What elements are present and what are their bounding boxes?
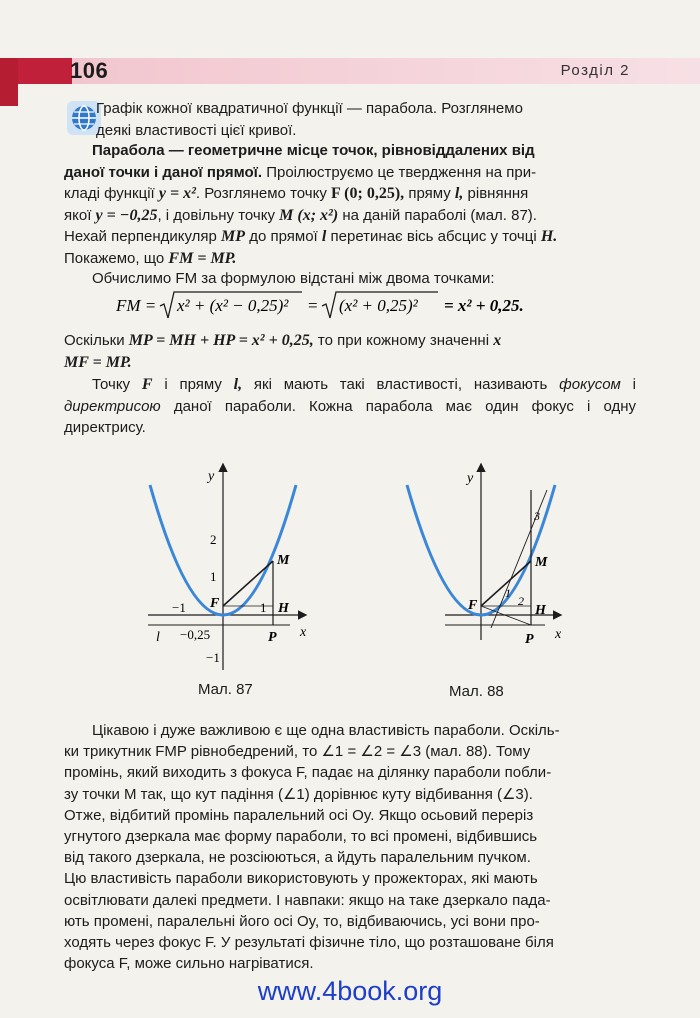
tick-minus-1-x: −1: [172, 600, 186, 615]
formula: y = x²: [158, 185, 196, 202]
angle-2-label: 2: [518, 594, 524, 608]
text: Точку: [92, 376, 142, 393]
intro-line-1: Графік кожної квадратичної функції — парабола. Розглянемо: [96, 100, 523, 117]
point-F-label: F: [468, 598, 478, 613]
text: Оскільки: [64, 332, 129, 349]
text: і: [620, 376, 636, 393]
formula: l: [321, 228, 327, 245]
text: якої: [64, 206, 96, 224]
definition-text: Проілюструємо це твердження на при-: [262, 163, 537, 181]
formula: F: [141, 376, 153, 393]
text: кладі функції: [64, 185, 159, 202]
definition-line-3: [64, 183, 636, 205]
chapter-title: Розділ 2: [560, 62, 630, 79]
text: даної параболи. Кожна парабола має один фокус і одну: [160, 397, 636, 415]
definition-line-4: [64, 205, 636, 227]
formula-equals: =: [308, 296, 318, 315]
tick-minus-025: −0,25: [180, 627, 211, 642]
property-line: фокуса F, може сильно нагріватися.: [64, 955, 314, 973]
intro-paragraph: [96, 98, 636, 141]
directrix-term: директрисою: [64, 397, 161, 415]
property-line: ходять через фокус F. У результаті фізичне тіло, що розташоване біля: [64, 934, 554, 952]
since-line-1: [64, 330, 636, 352]
text: . Розглянемо точку: [195, 185, 331, 202]
focus-term: фокусом: [559, 376, 621, 393]
point-M-label: M: [535, 555, 548, 570]
formula: MP = MH + HP = x² + 0,25,: [128, 332, 314, 349]
text: пряму: [404, 185, 455, 202]
definition-bold-line: Парабола — геометричне місце точок, рівновіддалених від: [92, 142, 535, 159]
y-label: y: [208, 469, 215, 484]
intro-line-2: деякі властивості цієї кривої.: [96, 121, 297, 139]
definition-line-5: [64, 226, 636, 248]
formula: x: [493, 332, 502, 349]
text: рівняння: [463, 185, 529, 202]
text: Покажемо, що: [64, 249, 169, 267]
formula-lhs: FM =: [116, 296, 157, 315]
property-line: ють промені, паралельні його осі Oy, то, відбиваючись, усі вони про-: [64, 912, 540, 930]
property-line: Отже, відбитий промінь паралельний осі Oy. Якщо осьовий переріз: [64, 806, 534, 824]
definition-line-6: [64, 248, 636, 270]
point-P-label: P: [268, 630, 277, 645]
header-accent-line: [0, 58, 18, 106]
tick-2: 2: [210, 532, 217, 547]
distance-formula: [110, 288, 610, 326]
text: то при кожному значенні: [313, 332, 494, 349]
figure-88: [395, 460, 575, 680]
since-line-2: MF = MP.: [64, 353, 132, 371]
tick-1-x: 1: [260, 600, 267, 615]
tick-1: 1: [210, 569, 217, 584]
property-line: освітлювати далекі предмети. І навпаки: якщо на таке дзеркало пада-: [64, 891, 551, 909]
formula: MP: [221, 228, 246, 245]
figure-87: [140, 460, 320, 680]
definition-bold-end: даної точки і даної прямої.: [64, 163, 263, 181]
angle-3-label: 3: [534, 509, 540, 523]
text: на даній параболі (мал. 87).: [338, 206, 537, 224]
watermark-link[interactable]: www.4book.org: [257, 976, 443, 1006]
text: , і довільну точку: [157, 206, 280, 224]
formula: y = −0,25: [95, 206, 158, 224]
formula-radicand-2: (x² + 0,25)²: [339, 296, 418, 315]
text: директрису.: [64, 419, 146, 436]
point-H-label: H: [278, 601, 289, 616]
formula: H.: [540, 228, 558, 245]
point-P-label: P: [525, 632, 534, 647]
property-line: від такого дзеркала, не розсіюються, а йдуть паралельним пучком.: [64, 849, 531, 867]
property-line: Цікавою і дуже важливою є ще одна властивість параболи. Оскіль-: [92, 722, 560, 739]
focus-paragraph: [64, 374, 636, 439]
property-line: Цю властивість параболи використовують у прожекторах, які мають: [64, 870, 538, 888]
property-line: зу точки M так, що кут падіння (∠1) дорівнює куту відбивання (∠3).: [64, 785, 533, 803]
y-label: y: [467, 471, 474, 486]
formula: F (0; 0,25),: [331, 185, 405, 202]
formula: FM = MP.: [168, 249, 237, 267]
text: які мають такі властивості, називають: [242, 376, 560, 393]
formula-radicand-1: x² + (x² − 0,25)²: [177, 296, 289, 315]
point-F-label: F: [210, 596, 220, 611]
formula: l,: [233, 376, 243, 393]
angle-1-label: 1: [505, 586, 511, 600]
definition-paragraph: [64, 140, 636, 269]
text: Нехай перпендикуляр: [64, 228, 222, 245]
property-line: промінь, який виходить з фокуса F, падає на ділянку параболи побли-: [64, 764, 552, 782]
definition-line-2: [64, 162, 636, 184]
property-line: ки трикутник FMP рівнобедрений, то ∠1 = ∠2 = ∠3 (мал. 88). Тому: [64, 743, 531, 761]
property-line: угнутого дзеркала має форму параболи, то всі промені, відбившись: [64, 828, 538, 846]
page-number: 106: [70, 58, 109, 83]
since-paragraph: [64, 330, 636, 373]
figure-88-caption: Мал. 88: [449, 683, 504, 700]
x-label: x: [555, 627, 562, 642]
text: перетинає вісь абсцис у точці: [326, 228, 541, 245]
figure-87-caption: Мал. 87: [198, 681, 253, 698]
directrix-label: l: [156, 630, 160, 645]
formula: l,: [454, 185, 464, 202]
tick-minus-1-y: −1: [206, 650, 220, 665]
formula-result: = x² + 0,25.: [444, 296, 524, 315]
x-label: x: [300, 625, 307, 640]
point-H-label: H: [535, 603, 546, 618]
point-M-label: M: [277, 553, 290, 568]
property-paragraph: [64, 720, 636, 974]
compute-line: Обчислимо FM за формулою відстані між двома точками:: [92, 270, 495, 287]
text: до прямої: [245, 228, 322, 245]
formula: M (x; x²): [279, 206, 339, 224]
text: і пряму: [152, 376, 234, 393]
